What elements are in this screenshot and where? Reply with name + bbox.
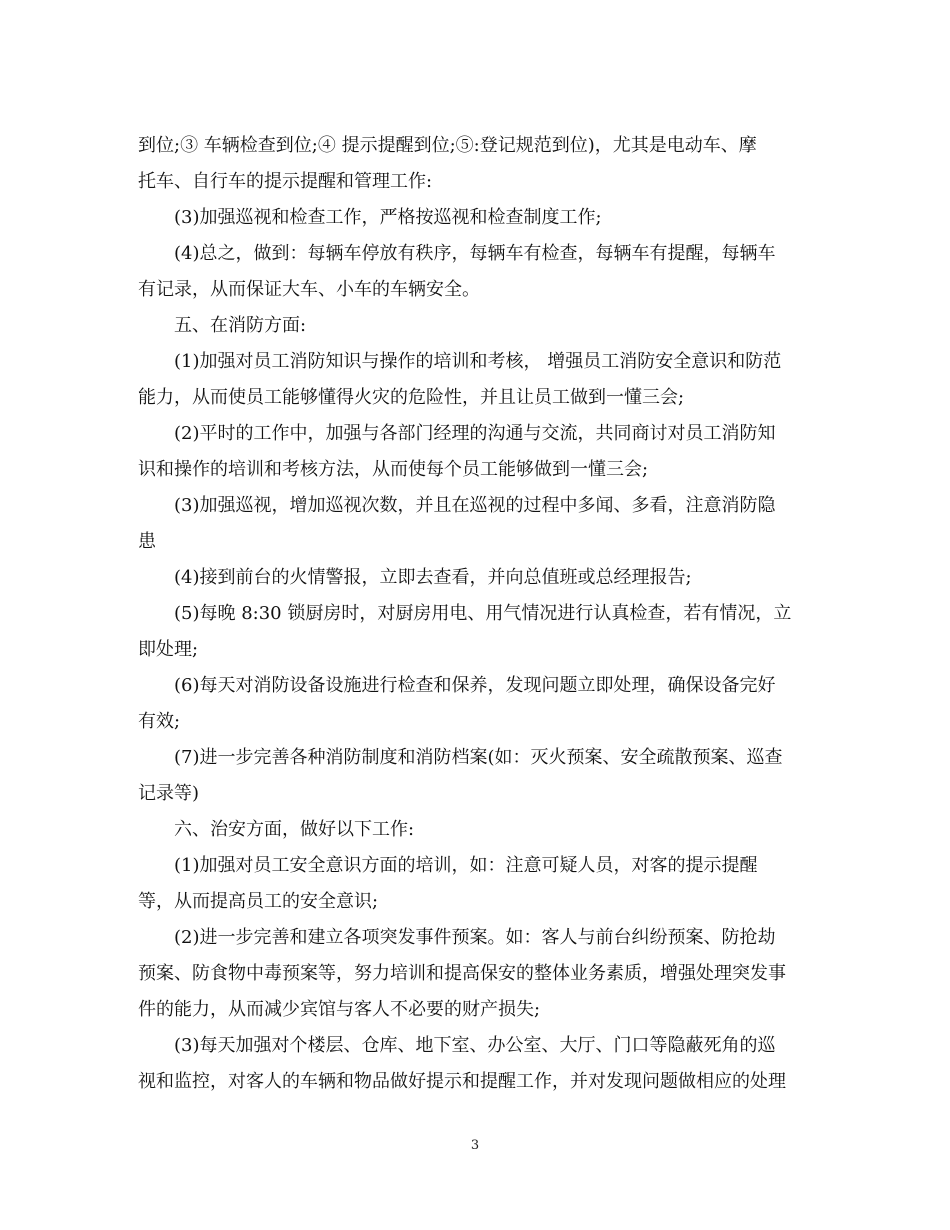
- text-line: (1)加强对员工消防知识与操作的培训和考核， 增强员工消防安全意识和防范: [174, 351, 782, 372]
- text-line: 即处理;: [138, 639, 199, 660]
- text-line: (3)加强巡视和检查工作，严格按巡视和检查制度工作;: [174, 207, 602, 228]
- text-line: (2)平时的工作中，加强与各部门经理的沟通与交流，共同商讨对员工消防知: [174, 423, 776, 444]
- text-line: 能力，从而使员工能够懂得火灾的危险性，并且让员工做到一懂三会;: [138, 387, 685, 408]
- text-line: (4)总之，做到：每辆车停放有秩序，每辆车有检查，每辆车有提醒，每辆车: [174, 243, 776, 264]
- document-body: [138, 128, 818, 1100]
- text-line: 有效;: [138, 711, 181, 732]
- text-line: (4)接到前台的火情警报，立即去查看，并向总值班或总经理报告;: [174, 567, 692, 588]
- text-line: 件的能力，从而减少宾馆与客人不必要的财产损失;: [138, 999, 541, 1020]
- text-line: (1)加强对员工安全意识方面的培训，如：注意可疑人员，对客的提示提醒: [174, 855, 758, 876]
- text-line: 预案、防食物中毒预案等，努力培训和提高保安的整体业务素质，增强处理突发事: [138, 963, 786, 984]
- text-line: 记录等): [138, 783, 200, 804]
- text-line: 托车、自行车的提示提醒和管理工作:: [138, 171, 433, 192]
- text-line: 到位;③ 车辆检查到位;④ 提示提醒到位;⑤:登记规范到位)，尤其是电动车、摩: [138, 135, 757, 156]
- text-line: 识和操作的培训和考核方法，从而使每个员工能够做到一懂三会;: [138, 459, 649, 480]
- text-line: (5)每晚 8:30 锁厨房时，对厨房用电、用气情况进行认真检查，若有情况，立: [174, 603, 792, 624]
- text-line: (6)每天对消防设备设施进行检查和保养，发现问题立即处理，确保设备完好: [174, 675, 776, 696]
- text-line: (2)进一步完善和建立各项突发事件预案。如：客人与前台纠纷预案、防抢劫: [174, 927, 776, 948]
- text-line: 有记录，从而保证大车、小车的车辆安全。: [138, 279, 480, 300]
- text-line: (7)进一步完善各种消防制度和消防档案(如：灭火预案、安全疏散预案、巡查: [174, 747, 783, 768]
- text-line: 等，从而提高员工的安全意识;: [138, 891, 379, 912]
- section-heading: 五、在消防方面:: [174, 315, 307, 336]
- section-heading: 六、治安方面，做好以下工作:: [174, 819, 415, 840]
- text-line: 视和监控，对客人的车辆和物品做好提示和提醒工作，并对发现问题做相应的处理: [138, 1071, 786, 1092]
- text-line: (3)每天加强对个楼层、仓库、地下室、办公室、大厅、门口等隐蔽死角的巡: [174, 1035, 776, 1056]
- text-line: (3)加强巡视，增加巡视次数，并且在巡视的过程中多闻、多看，注意消防隐: [174, 495, 776, 516]
- text-line: 患: [138, 531, 156, 552]
- page-number: 3: [470, 1138, 480, 1153]
